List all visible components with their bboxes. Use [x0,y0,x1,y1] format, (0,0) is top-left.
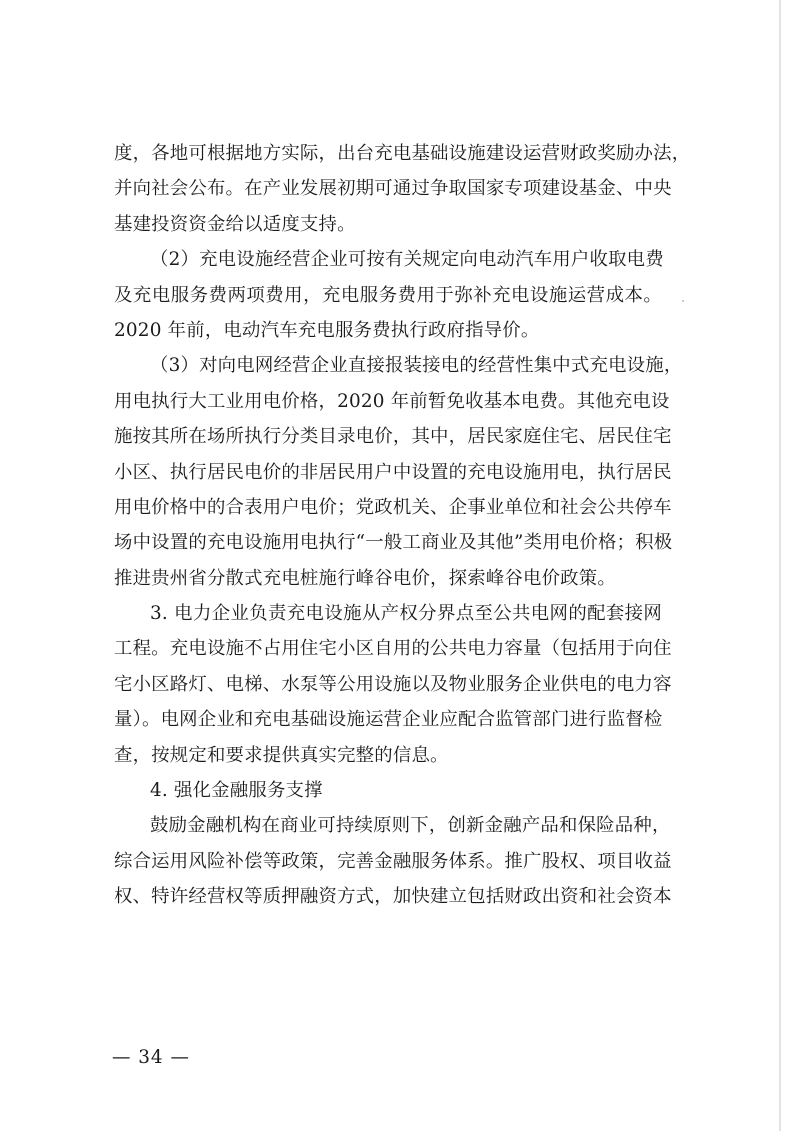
body-line: 量）。电网企业和充电基础设施运营企业应配合监管部门进行监督检 [114,709,663,731]
body-line: 推进贵州省分散式充电桩施行峰谷电价，探索峰谷电价政策。 [114,567,616,589]
paragraph-start-line: （3）对向电网经营企业直接报装接电的经营性集中式充电设施， [150,355,683,377]
scan-speck [682,300,684,302]
body-line: 并向社会公布。在产业发展初期可通过争取国家专项建设基金、中央 [114,178,672,200]
body-line: 2020 年前，电动汽车充电服务费执行政府指导价。 [114,319,540,341]
body-line: 宅小区路灯、电梯、水泵等公用设施以及物业服务企业供电的电力容 [114,673,672,695]
body-line: 小区、执行居民电价的非居民用户中设置的充电设施用电，执行居民 [114,461,672,483]
paragraph-start-line: （2）充电设施经营企业可按有关规定向电动汽车用户收取电费 [150,249,664,271]
body-line: 用电价格中的合表用户电价；党政机关、企事业单位和社会公共停车 [114,496,672,518]
body-line: 权、特许经营权等质押融资方式，加快建立包括财政出资和社会资本 [114,886,672,908]
document-body [114,136,691,915]
body-line: 场中设置的充电设施用电执行“一般工商业及其他”类用电价格；积极 [114,532,673,554]
body-line: 工程。充电设施不占用住宅小区自用的公共电力容量（包括用于向住 [114,638,672,660]
body-line: 及充电服务费两项费用，充电服务费用于弥补充电设施运营成本。 [114,284,662,306]
body-line: 综合运用风险补偿等政策，完善金融服务体系。推广股权、项目收益 [114,850,672,872]
body-line: 查，按规定和要求提供真实完整的信息。 [114,744,449,766]
body-line: 施按其所在场所执行分类目录电价，其中，居民家庭住宅、居民住宅 [114,426,672,448]
body-line: 度，各地可根据地方实际，出台充电基础设施建设运营财政奖励办法， [114,143,691,164]
body-line: 基建投资资金给以适度支持。 [114,213,356,235]
body-line: 用电执行大工业用电价格，2020 年前暂免收基本电费。其他充电设 [114,390,670,412]
page-edge-shadow [779,0,781,1131]
section-heading: 4. 强化金融服务支撑 [150,780,323,802]
paragraph-start-line: 鼓励金融机构在商业可持续原则下，创新金融产品和保险品种， [150,815,671,837]
paragraph-start-line: 3. 电力企业负责充电设施从产权分界点至公共电网的配套接网 [150,603,662,625]
page-number: — 34 — [112,1047,190,1068]
